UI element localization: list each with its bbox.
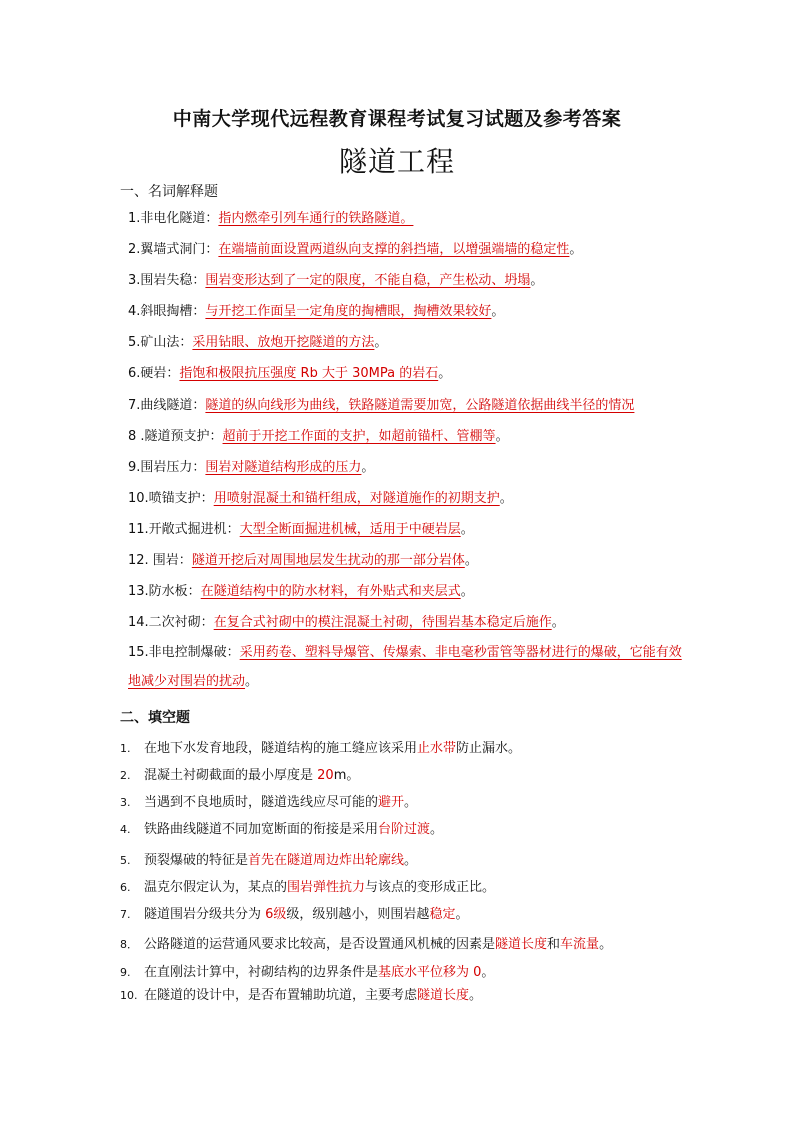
- fill-item: 2. 混凝土衬砌截面的最小厚度是 20m。: [120, 768, 360, 783]
- definition-item: 5.矿山法：采用钻眼、放炮开挖隧道的方法。: [128, 335, 388, 350]
- definition-item: 6.硬岩：指饱和极限抗压强度 Rb 大于 30MPa 的岩石。: [128, 366, 452, 381]
- fill-item: 3. 当遇到不良地质时，隧道选线应尽可能的避开。: [120, 795, 418, 810]
- definition-item: 11.开敞式掘进机：大型全断面掘进机械，适用于中硬岩层。: [128, 522, 474, 537]
- definition-item: 1.非电化隧道：指内燃牵引列车通行的铁路隧道。: [128, 211, 414, 226]
- fill-item: 5. 预裂爆破的特征是首先在隧道周边炸出轮廓线。: [120, 853, 418, 868]
- definition-item: 10.喷锚支护：用喷射混凝土和锚杆组成，对隧道施作的初期支护。: [128, 491, 513, 506]
- fill-item: 9. 在直刚法计算中，衬砌结构的边界条件是基底水平位移为 0。: [120, 965, 495, 980]
- fill-item: 6. 温克尔假定认为，某点的围岩弹性抗力与该点的变形成正比。: [120, 880, 496, 895]
- fill-item: 8． 公路隧道的运营通风要求比较高，是否设置通风机械的因素是隧道长度和车流量。: [120, 937, 613, 952]
- fill-item: 10. 在隧道的设计中，是否布置辅助坑道，主要考虑隧道长度。: [120, 988, 483, 1003]
- definition-item: 12. 围岩：隧道开挖后对周围地层发生扰动的那一部分岩体。: [128, 553, 478, 568]
- definition-item: 14.二次衬砌：在复合式衬砌中的模注混凝土衬砌，待围岩基本稳定后施作。: [128, 615, 565, 630]
- fill-item: 1. 在地下水发育地段，隧道结构的施工缝应该采用止水带防止漏水。: [120, 741, 522, 756]
- document-title: 中南大学现代远程教育课程考试复习试题及参考答案: [172, 108, 622, 130]
- section-heading-definitions: 一、名词解释题: [120, 184, 218, 200]
- fill-item: 7. 隧道围岩分级共分为 6级级，级别越小，则围岩越稳定。: [120, 907, 469, 922]
- definition-item: 13.防水板：在隧道结构中的防水材料，有外贴式和夹层式。: [128, 584, 474, 599]
- definition-item: 15.非电控制爆破：采用药卷、塑料导爆管、传爆索、非电毫秒雷管等器材进行的爆破，它能有效地减少对围岩的扰动。: [128, 645, 682, 689]
- definition-item: 7.曲线隧道：隧道的纵向线形为曲线，铁路隧道需要加宽，公路隧道依据曲线半径的情况: [128, 398, 635, 413]
- definition-item: 3.围岩失稳：围岩变形达到了一定的限度，不能自稳，产生松动、坍塌。: [128, 273, 544, 288]
- fill-item: 4. 铁路曲线隧道不同加宽断面的衔接是采用台阶过渡。: [120, 822, 444, 837]
- definition-item: 2.翼墙式洞门：在端墙前面设置两道纵向支撑的斜挡墙，以增强端墙的稳定性。: [128, 242, 583, 257]
- definition-item: 9.围岩压力：围岩对隧道结构形成的压力。: [128, 460, 375, 475]
- definition-item: 4.斜眼掏槽：与开挖工作面呈一定角度的掏槽眼，掏槽效果较好。: [128, 304, 505, 319]
- definition-item: 8 .隧道预支护：超前于开挖工作面的支护，如超前锚杆、管棚等。: [128, 429, 509, 444]
- section-heading-fill-in: 二、填空题: [120, 710, 190, 726]
- course-title: 隧道工程: [338, 145, 455, 178]
